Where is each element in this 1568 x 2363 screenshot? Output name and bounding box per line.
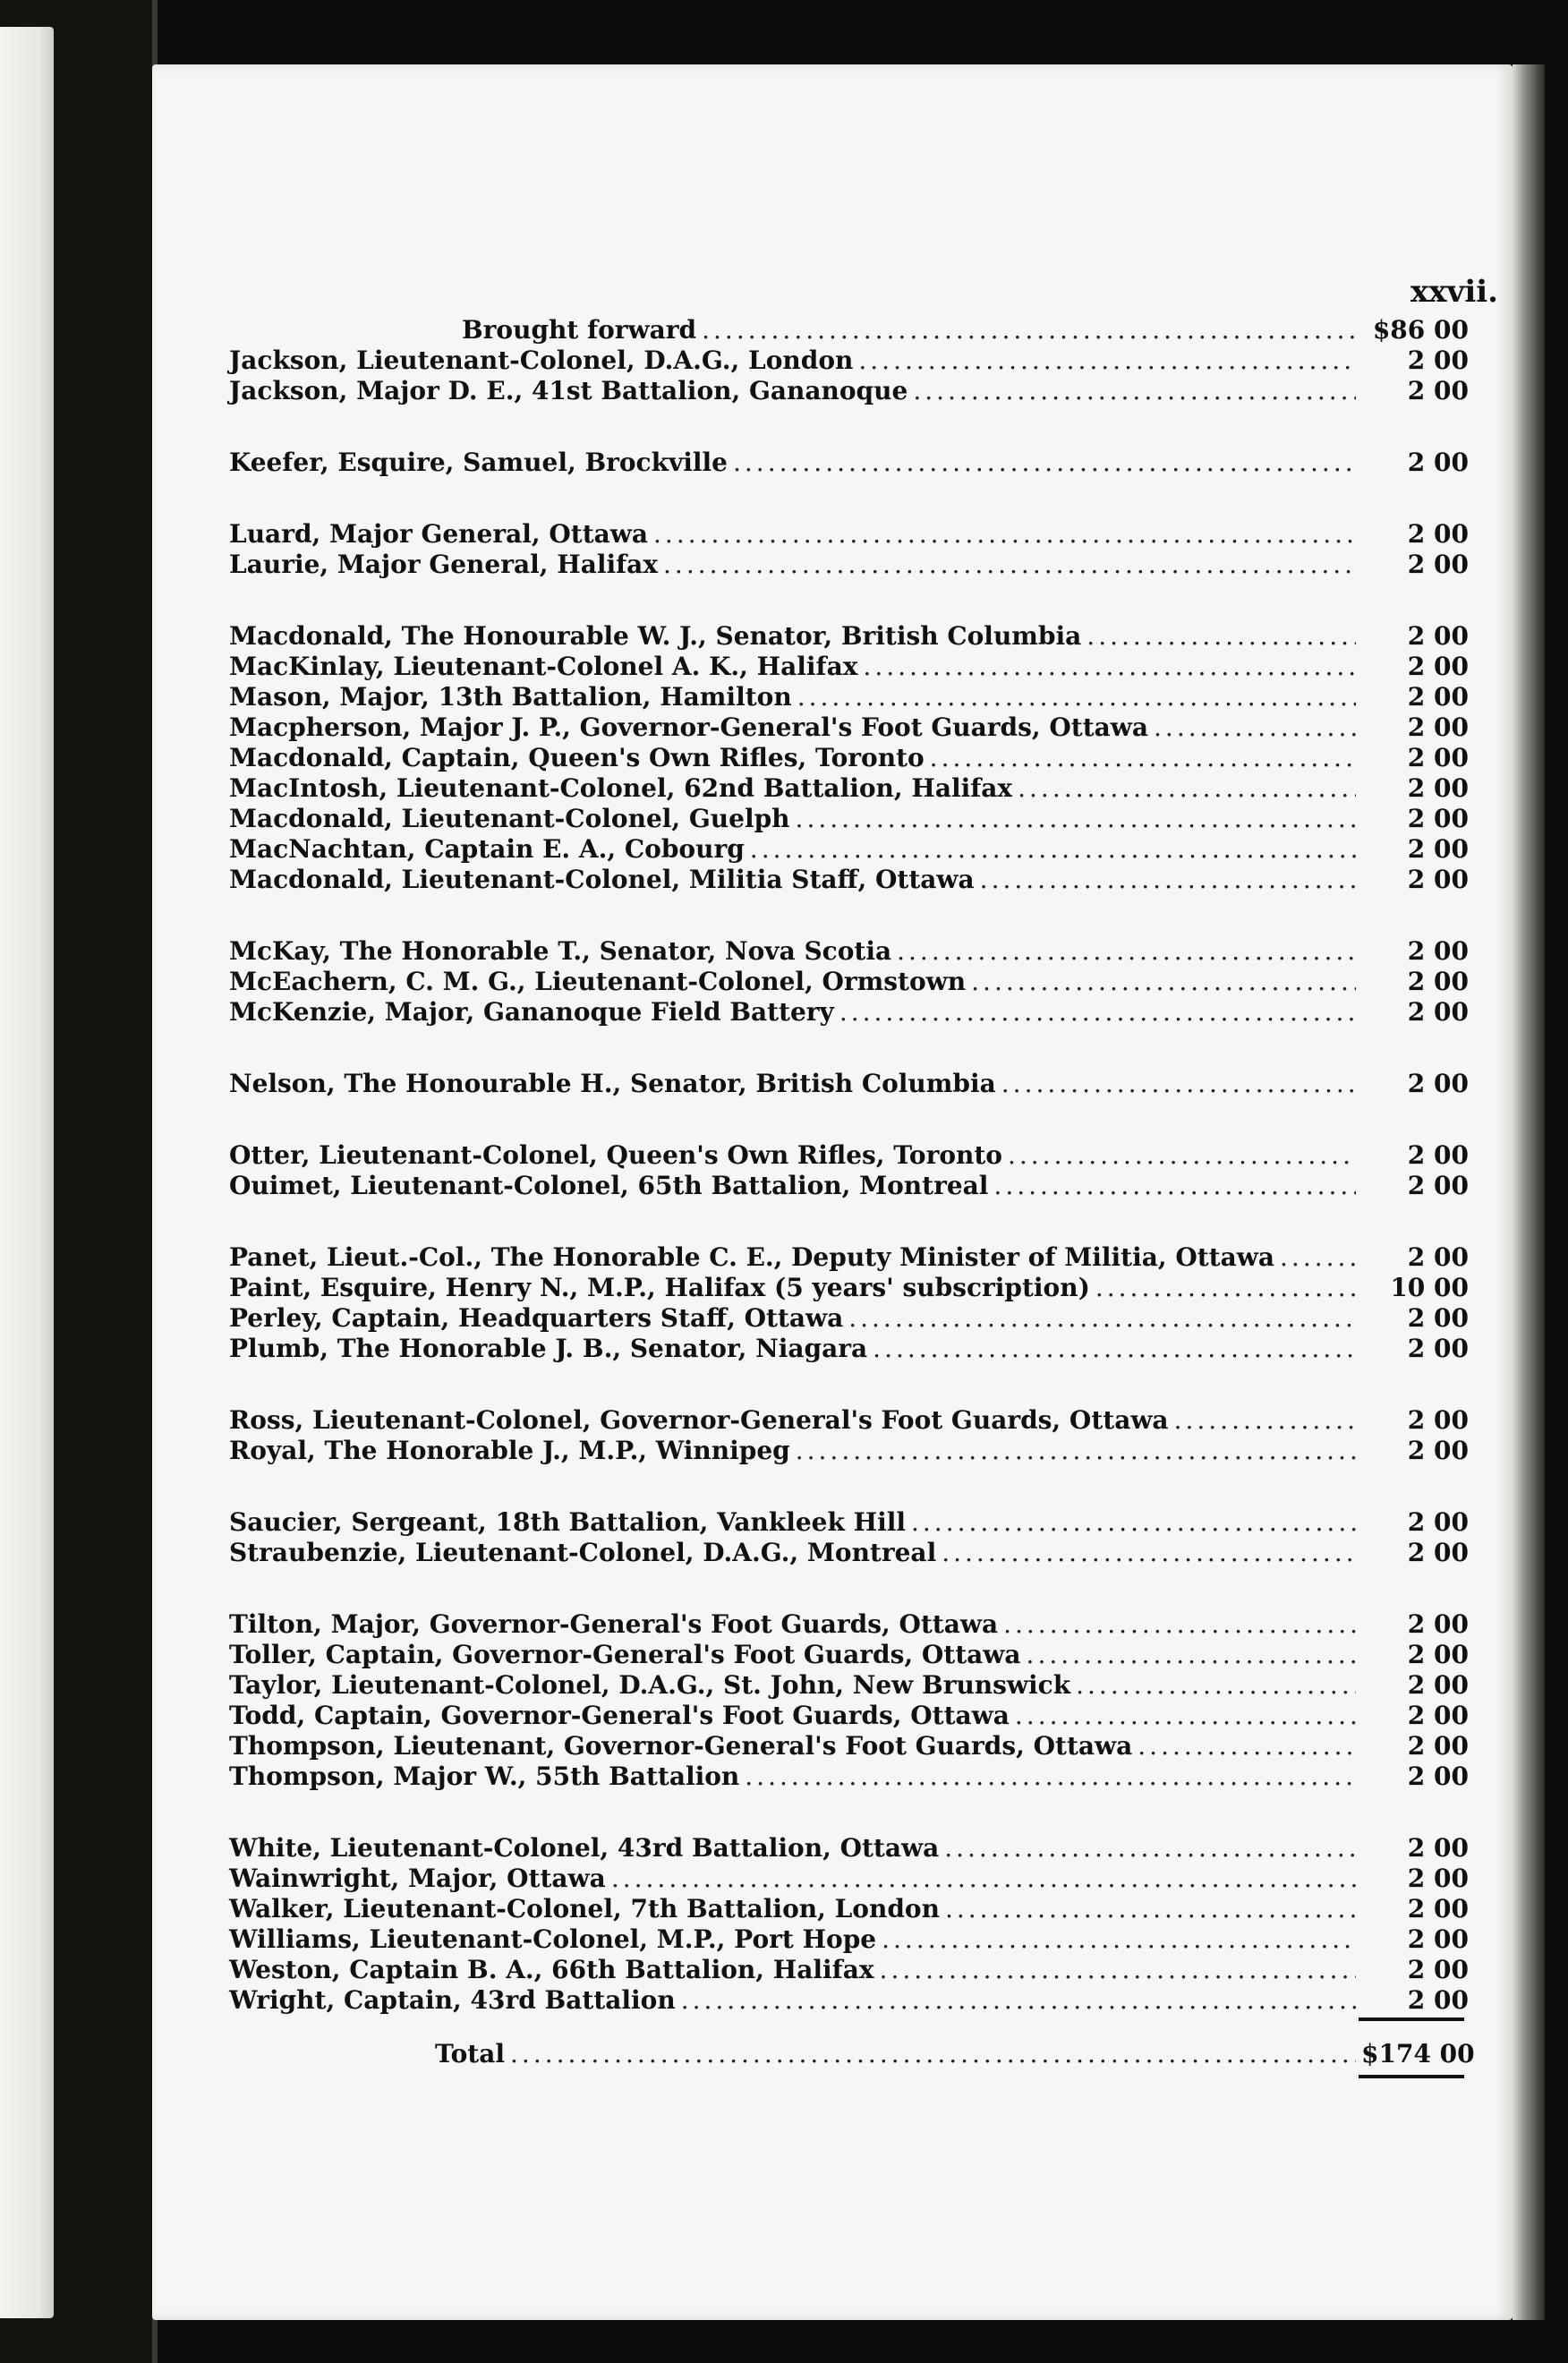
subscriber-name: Tilton, Major, Governor-General's Foot Guards, Ottawa — [229, 1609, 999, 1639]
subscription-amount: 2 00 — [1407, 1171, 1469, 1200]
subscriber-row — [229, 1833, 1469, 1864]
subscriber-row — [229, 1670, 1469, 1701]
dot-leader — [971, 967, 1356, 996]
subscriber-row — [229, 652, 1469, 682]
dot-leader — [1280, 1242, 1356, 1272]
subscriber-name: Macdonald, Lieutenant-Colonel, Militia Staff, Ottawa — [229, 865, 975, 894]
dot-leader — [945, 1894, 1356, 1924]
subscriber-name: Jackson, Major D. E., 41st Battalion, Gananoque — [229, 376, 908, 405]
subscription-amount: 10 00 — [1390, 1273, 1469, 1302]
subscription-amount: 2 00 — [1407, 1924, 1469, 1954]
dot-leader — [1008, 1140, 1356, 1170]
subscriber-row — [229, 1273, 1469, 1303]
dot-leader — [993, 1171, 1356, 1200]
subscription-amount: 2 00 — [1407, 682, 1469, 712]
brought-forward-row — [229, 315, 1469, 345]
subscription-amount: 2 00 — [1407, 376, 1469, 405]
subscriber-name: Weston, Captain B. A., 66th Battalion, Halifax — [229, 1955, 874, 1984]
dot-leader — [873, 1334, 1356, 1363]
dot-leader — [880, 1955, 1356, 1984]
subscription-amount: 2 00 — [1407, 1609, 1469, 1639]
subscriber-row — [229, 743, 1469, 773]
subscriber-name: Jackson, Lieutenant-Colonel, D.A.G., London — [229, 345, 854, 375]
subscriber-name: Ross, Lieutenant-Colonel, Governor-General's Foot Guards, Ottawa — [229, 1405, 1169, 1435]
dot-leader — [733, 448, 1356, 477]
subscriber-row — [229, 1924, 1469, 1955]
dot-leader — [1027, 1640, 1356, 1669]
subscriber-row — [229, 1985, 1469, 2016]
subscriber-name: Nelson, The Honourable H., Senator, British Columbia — [229, 1069, 996, 1098]
subscriber-row — [229, 997, 1469, 1028]
subscriber-name: MacIntosh, Lieutenant-Colonel, 62nd Battalion, Halifax — [229, 773, 1013, 803]
subscriber-row — [229, 376, 1469, 406]
subscription-amount: 2 00 — [1407, 1069, 1469, 1098]
dot-leader — [913, 376, 1356, 405]
dot-leader — [839, 997, 1356, 1027]
subscriber-row — [229, 967, 1469, 997]
subscription-amount: 2 00 — [1407, 1833, 1469, 1863]
subscription-amount: 2 00 — [1407, 712, 1469, 742]
group-spacer — [229, 406, 1469, 448]
subscriber-row — [229, 1894, 1469, 1924]
subscriber-row — [229, 1140, 1469, 1171]
subscription-amount: 2 00 — [1407, 1507, 1469, 1537]
subscriber-row — [229, 1609, 1469, 1640]
subscription-amount: 2 00 — [1407, 1303, 1469, 1333]
total-row — [229, 2039, 1475, 2069]
subscriber-name: McKenzie, Major, Gananoque Field Battery — [229, 997, 834, 1027]
dot-leader — [858, 345, 1356, 375]
subscriber-row — [229, 773, 1469, 804]
group-spacer — [229, 895, 1469, 936]
subscriber-name: Saucier, Sergeant, 18th Battalion, Vankleek Hill — [229, 1507, 906, 1537]
dot-leader — [1095, 1273, 1356, 1302]
dot-leader — [1174, 1405, 1356, 1435]
subscriber-row — [229, 1507, 1469, 1538]
dot-leader — [980, 865, 1356, 894]
dot-leader — [663, 550, 1356, 579]
book-page — [152, 64, 1513, 2320]
group-spacer — [229, 1099, 1469, 1140]
subscriber-row — [229, 1334, 1469, 1364]
subscriber-name: MacKinlay, Lieutenant-Colonel A. K., Halifax — [229, 652, 858, 681]
subscriber-name: MacNachtan, Captain E. A., Cobourg — [229, 834, 745, 864]
subscription-amount: 2 00 — [1407, 1731, 1469, 1761]
subscriber-name: Mason, Major, 13th Battalion, Hamilton — [229, 682, 792, 712]
subscriber-row — [229, 936, 1469, 967]
subscriber-row — [229, 1171, 1469, 1201]
subscription-amount: 2 00 — [1407, 773, 1469, 803]
dot-leader — [1087, 621, 1356, 651]
subscriber-row — [229, 865, 1469, 895]
subscriber-name: McEachern, C. M. G., Lieutenant-Colonel, Ormstown — [229, 967, 967, 996]
facing-page-edge — [0, 0, 158, 2363]
page-number: xxvii. — [1410, 274, 1498, 310]
subscriber-row — [229, 448, 1469, 478]
subscriber-name: Thompson, Major W., 55th Battalion — [229, 1762, 740, 1791]
subscription-list — [229, 315, 1475, 2078]
subscriber-name: Toller, Captain, Governor-General's Foot Guards, Ottawa — [229, 1640, 1021, 1669]
dot-leader — [750, 834, 1356, 864]
subscription-amount: 2 00 — [1407, 1538, 1469, 1567]
subscriber-row — [229, 621, 1469, 652]
subscription-amount: 2 00 — [1407, 1405, 1469, 1435]
dot-leader — [911, 1507, 1356, 1537]
subscriber-name: White, Lieutenant-Colonel, 43rd Battalion, Ottawa — [229, 1833, 940, 1863]
subscription-amount: 2 00 — [1407, 1762, 1469, 1791]
dot-leader — [702, 315, 1356, 345]
subscriber-name: Ouimet, Lieutenant-Colonel, 65th Battalion, Montreal — [229, 1171, 989, 1200]
subscription-amount: 2 00 — [1407, 519, 1469, 549]
subscriber-name: McKay, The Honorable T., Senator, Nova Scotia — [229, 936, 892, 966]
subscription-amount: 2 00 — [1407, 1242, 1469, 1272]
subscription-amount: 2 00 — [1407, 1864, 1469, 1893]
group-spacer — [229, 1364, 1469, 1405]
subscriber-name: Wainwright, Major, Ottawa — [229, 1864, 606, 1893]
subscriber-name: Keefer, Esquire, Samuel, Brockville — [229, 448, 728, 477]
subscription-amount: 2 00 — [1407, 936, 1469, 966]
subscriber-row — [229, 1436, 1469, 1466]
subscription-amount: 2 00 — [1407, 345, 1469, 375]
group-spacer — [229, 1201, 1469, 1242]
group-spacer — [229, 478, 1469, 519]
dot-leader — [863, 652, 1356, 681]
brought-forward-amount: $86 00 — [1372, 315, 1469, 345]
subscription-amount: 2 00 — [1407, 865, 1469, 894]
dot-leader — [1018, 773, 1356, 803]
brought-forward-label: Brought forward — [462, 315, 697, 345]
subscriber-name: Panet, Lieut.-Col., The Honorable C. E., Deputy Minister of Militia, Ottawa — [229, 1242, 1275, 1272]
subscription-amount: 2 00 — [1407, 967, 1469, 996]
subscriber-name: Otter, Lieutenant-Colonel, Queen's Own Rifles, Toronto — [229, 1140, 1002, 1170]
subscriber-name: Wright, Captain, 43rd Battalion — [229, 1985, 676, 2015]
group-spacer — [229, 1792, 1469, 1833]
group-spacer — [229, 1466, 1469, 1507]
dot-leader — [797, 682, 1356, 712]
subscriber-row — [229, 345, 1469, 376]
subscription-amount: 2 00 — [1407, 1334, 1469, 1363]
dot-leader — [510, 2039, 1356, 2069]
dot-leader — [1001, 1069, 1356, 1098]
dot-leader — [944, 1833, 1356, 1863]
subscription-amount: 2 00 — [1407, 448, 1469, 477]
subscription-amount: 2 00 — [1407, 1640, 1469, 1669]
subscriber-row — [229, 1538, 1469, 1568]
subscriber-name: Macdonald, The Honourable W. J., Senator, British Columbia — [229, 621, 1082, 651]
subscriber-row — [229, 1864, 1469, 1894]
double-rule — [1359, 2075, 1464, 2078]
dot-leader — [1076, 1670, 1356, 1700]
book-page-edges — [1513, 64, 1545, 2320]
subscriber-name: Plumb, The Honorable J. B., Senator, Niagara — [229, 1334, 868, 1363]
subscriber-name: Straubenzie, Lieutenant-Colonel, D.A.G., Montreal — [229, 1538, 937, 1567]
group-spacer — [229, 1028, 1469, 1069]
subscriber-name: Taylor, Lieutenant-Colonel, D.A.G., St. John, New Brunswick — [229, 1670, 1071, 1700]
subscription-amount: 2 00 — [1407, 997, 1469, 1027]
subscriber-row — [229, 1731, 1469, 1762]
total-rule — [1359, 2018, 1464, 2021]
dot-leader — [848, 1303, 1356, 1333]
subscriber-row — [229, 834, 1469, 865]
subscriber-name: Macdonald, Captain, Queen's Own Rifles, Toronto — [229, 743, 925, 772]
subscriber-row — [229, 1242, 1469, 1273]
subscriber-name: Macpherson, Major J. P., Governor-General's Foot Guards, Ottawa — [229, 712, 1149, 742]
subscriber-name: Walker, Lieutenant-Colonel, 7th Battalion, London — [229, 1894, 940, 1924]
subscriber-row — [229, 1069, 1469, 1099]
subscriber-name: Williams, Lieutenant-Colonel, M.P., Port Hope — [229, 1924, 877, 1954]
dot-leader — [1003, 1609, 1356, 1639]
subscription-amount: 2 00 — [1407, 1701, 1469, 1730]
subscriber-row — [229, 1762, 1469, 1792]
subscription-amount: 2 00 — [1407, 1670, 1469, 1700]
subscriber-row — [229, 712, 1469, 743]
subscriber-name: Royal, The Honorable J., M.P., Winnipeg — [229, 1436, 790, 1465]
subscriber-row — [229, 1405, 1469, 1436]
facing-page-paper — [0, 27, 54, 2318]
subscription-amount: 2 00 — [1407, 1436, 1469, 1465]
total-label: Total — [435, 2039, 506, 2069]
dot-leader — [942, 1538, 1356, 1567]
subscriber-row — [229, 1955, 1469, 1985]
dot-leader — [897, 936, 1356, 966]
dot-leader — [1015, 1701, 1356, 1730]
subscription-amount: 2 00 — [1407, 621, 1469, 651]
dot-leader — [653, 519, 1356, 549]
subscriber-name: Paint, Esquire, Henry N., M.P., Halifax (5 years' subscription) — [229, 1273, 1090, 1302]
subscriber-row — [229, 550, 1469, 580]
subscriber-name: Luard, Major General, Ottawa — [229, 519, 649, 549]
subscription-amount: 2 00 — [1407, 1985, 1469, 2015]
subscription-amount: 2 00 — [1407, 1955, 1469, 1984]
subscriber-row — [229, 1640, 1469, 1670]
subscriber-name: Laurie, Major General, Halifax — [229, 550, 659, 579]
dot-leader — [681, 1985, 1356, 2015]
dot-leader — [882, 1924, 1356, 1954]
subscription-amount: 2 00 — [1407, 804, 1469, 833]
subscriber-row — [229, 519, 1469, 550]
subscription-amount: 2 00 — [1407, 1140, 1469, 1170]
subscriber-name: Thompson, Lieutenant, Governor-General's Foot Guards, Ottawa — [229, 1731, 1133, 1761]
subscriber-row — [229, 1701, 1469, 1731]
dot-leader — [796, 804, 1356, 833]
subscription-amount: 2 00 — [1407, 550, 1469, 579]
dot-leader — [611, 1864, 1356, 1893]
dot-leader — [930, 743, 1356, 772]
subscriber-row — [229, 682, 1469, 712]
dot-leader — [1154, 712, 1356, 742]
subscriber-groups — [229, 345, 1469, 2016]
group-spacer — [229, 1568, 1469, 1609]
subscriber-row — [229, 804, 1469, 834]
subscriber-name: Perley, Captain, Headquarters Staff, Ottawa — [229, 1303, 844, 1333]
subscription-amount: 2 00 — [1407, 652, 1469, 681]
dot-leader — [796, 1436, 1356, 1465]
subscriber-name: Todd, Captain, Governor-General's Foot Guards, Ottawa — [229, 1701, 1010, 1730]
total-amount: $174 00 — [1361, 2039, 1475, 2069]
subscription-amount: 2 00 — [1407, 743, 1469, 772]
subscription-amount: 2 00 — [1407, 1894, 1469, 1924]
dot-leader — [745, 1762, 1356, 1791]
subscriber-name: Macdonald, Lieutenant-Colonel, Guelph — [229, 804, 790, 833]
dot-leader — [1138, 1731, 1356, 1761]
group-spacer — [229, 580, 1469, 621]
subscriber-row — [229, 1303, 1469, 1334]
subscription-amount: 2 00 — [1407, 834, 1469, 864]
